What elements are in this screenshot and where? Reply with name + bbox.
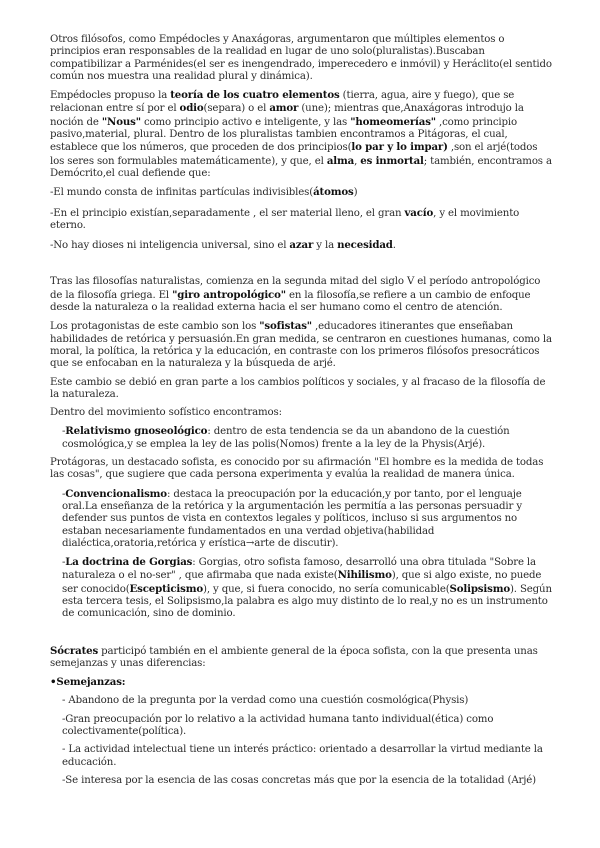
bold-term: necesidad (337, 239, 393, 252)
paragraph-anthropological-turn (50, 276, 552, 314)
text-run: . (392, 240, 396, 252)
text-run: ,como principio pasivo,material, plural. Dentro de los pluralistas tambien encontramos a Pitágoras, el cual, establece que los números, que proceden de dos principios( (50, 116, 517, 154)
paragraph-protagoras (50, 457, 552, 482)
paragraph-socrates (50, 645, 552, 671)
text-run: - (62, 557, 66, 569)
list-item-chance (50, 239, 552, 252)
text-run: , (354, 155, 361, 167)
bold-term: lo par y lo impar) (351, 141, 448, 154)
text-run: Protágoras, un destacado sofista, es conocido por su afirmación "El hombre es la medida de todas las cosas", que sugiere que cada persona experimenta y evalúa la realidad de manera única. (50, 457, 544, 481)
bold-term: "sofistas" (259, 320, 312, 333)
bold-term: amor (269, 102, 299, 115)
intro-paragraph-pluralists: Otros filósofos, como Empédocles y Anaxágoras, argumentaron que múltiples elementos o principios eran responsables de la realidad en lugar de uno solo(pluralistas).Buscaban compatibilizar a Parménides(el ser es inengendrado, imperecedero e inmóvil) y Heráclito(el sentido común nos muestra una realidad plural y dinámica). (50, 34, 552, 82)
list-item-similarity: -Gran preocupación por lo relativo a la actividad humana tanto individual(ética) como colectivamente(política). (62, 713, 494, 738)
text-run: y la (313, 240, 338, 252)
text-run: , y el movimiento eterno. (50, 207, 520, 231)
bold-term: "giro antropológico" (172, 288, 286, 301)
text-run: como principio activo e inteligente, y las (140, 116, 351, 128)
list-item-relativism (50, 425, 552, 451)
text-run: Los protagonistas de este cambio son los (50, 321, 260, 333)
paragraph-causes: Este cambio se debió en gran parte a los cambios políticos y sociales, y al fracaso de la filosofía de la naturaleza. (50, 376, 546, 400)
paragraph-movement-intro: Dentro del movimiento sofístico encontramos: (50, 407, 282, 419)
bold-term: Relativismo gnoseológico (65, 425, 208, 438)
list-item-conventionalism (50, 488, 552, 550)
text-run: -En el principio existían,separadamente , el ser material lleno, el gran (50, 207, 405, 219)
text-run: -El mundo consta de infinitas partículas indivisibles( (50, 187, 314, 199)
bold-term: •Semejanzas: (50, 676, 126, 689)
text-run: : dentro de esta tendencia se da un abandono de la cuestión cosmológica,y se emplea la ley de las polis(Nomos) frente a la ley de la Physis(Arjé). (62, 426, 510, 450)
text-run: en la filosofía,se refiere a un cambio de enfoque desde la naturaleza o la realidad externa hacia el ser humano como el centro de atención. (50, 289, 531, 314)
list-item-void (50, 207, 552, 233)
bold-term: átomos (313, 186, 354, 199)
text-run: (une); mientras que,Anaxágoras introdujo la noción de (50, 103, 524, 128)
bold-term: azar (289, 239, 314, 252)
text-run: participó también en el ambiente general de la época sofista, con la que presenta unas semejanzas y unas diferencias: (50, 645, 538, 669)
bold-term: vacío (404, 206, 434, 219)
list-item-similarity: - La actividad intelectual tiene un interés práctico: orientado a desarrollar la virtud mediante la educación. (62, 744, 543, 768)
bold-term: Sócrates (50, 644, 99, 657)
heading-similarities (50, 676, 552, 689)
text-run: ) (353, 187, 358, 199)
text-run: ). Según esta tercera tesis, el Solipsismo,la palabra es algo muy distinto de lo real,y no es un instrumento de comunicación, sino de dominio. (62, 583, 552, 620)
bold-term: es inmortal (360, 154, 424, 167)
bold-term: alma (326, 154, 355, 167)
text-run: -No hay dioses ni inteligencia universal, sino el (50, 240, 290, 252)
bold-term: "Nous" (101, 115, 141, 128)
bold-term: Convencionalismo (65, 487, 167, 500)
text-run: - (62, 426, 66, 438)
section-socrates (50, 645, 552, 788)
text-run: Tras las filosofías naturalistas, comienza en la segunda mitad del siglo V el período antropológico de la filosofía griega. El (50, 276, 541, 301)
bold-term: Nihilismo (337, 569, 392, 582)
list-item-similarity: -Se interesa por la esencia de las cosas concretas más que por la esencia de la totalidad (Arjé) (62, 774, 536, 786)
bold-term: "homeomerías" (350, 115, 436, 128)
intro-paragraph-empedocles (50, 89, 552, 180)
text-run: ), y que, si fuera conocido, no sería comunicable( (203, 583, 450, 595)
list-item-gorgias (50, 556, 552, 620)
bold-term: Escepticismo (129, 582, 204, 595)
text-run: (separa) o el (203, 103, 270, 115)
text-run: - (62, 488, 66, 500)
text-run: ), que si algo existe, no puede ser conocido( (62, 570, 542, 595)
text-run: ; también, encontramos a Demócrito,el cual defiende que: (50, 155, 552, 179)
paragraph-sophists (50, 320, 552, 370)
text-run: : destaca la preocupación por la educación,y por tanto, por el lenguaje oral.La enseñanza de la retórica y la argumentación les permitía a las personas persuadir y defender sus puntos de vista en contextos legales y políticos, incluso si sus argumentos no estaban necesariamente fundamentados en una verdad objetiva(habilidad dialéctica,oratoria,retórica y erística→arte de discutir). (62, 488, 522, 549)
section-sophists (50, 276, 552, 620)
list-item-atoms (50, 186, 552, 199)
text-run: ,son el arjé(todos los seres son formulables matemáticamente), y que, el (50, 142, 538, 167)
bold-term: teoría de los cuatro elementos (170, 89, 340, 102)
text-run: : Gorgias, otro sofista famoso, desarrolló una obra titulada "Sobre la naturaleza o el no-ser" , que afirmaba que nada existe( (62, 557, 536, 582)
bold-term: Solipsismo (449, 582, 510, 595)
text-run: (tierra, agua, aire y fuego), que se relacionan entre sí por el (50, 90, 515, 115)
list-item-similarity: - Abandono de la pregunta por la verdad como una cuestión cosmológica(Physis) (62, 695, 469, 707)
text-run: ,educadores itinerantes que enseñaban habilidades de retórica y persuasión.En gran medida, se centraron en cuestiones humanas, como la moral, la política, la retórica y la educación, en contraste con los primeros filósofos presocráticos que se enfocaban en la naturaleza y la búsqueda de arjé. (50, 321, 552, 370)
bold-term: La doctrina de Gorgias (65, 556, 193, 569)
bold-term: odio (179, 102, 204, 115)
text-run: Empédocles propuso la (50, 90, 171, 102)
